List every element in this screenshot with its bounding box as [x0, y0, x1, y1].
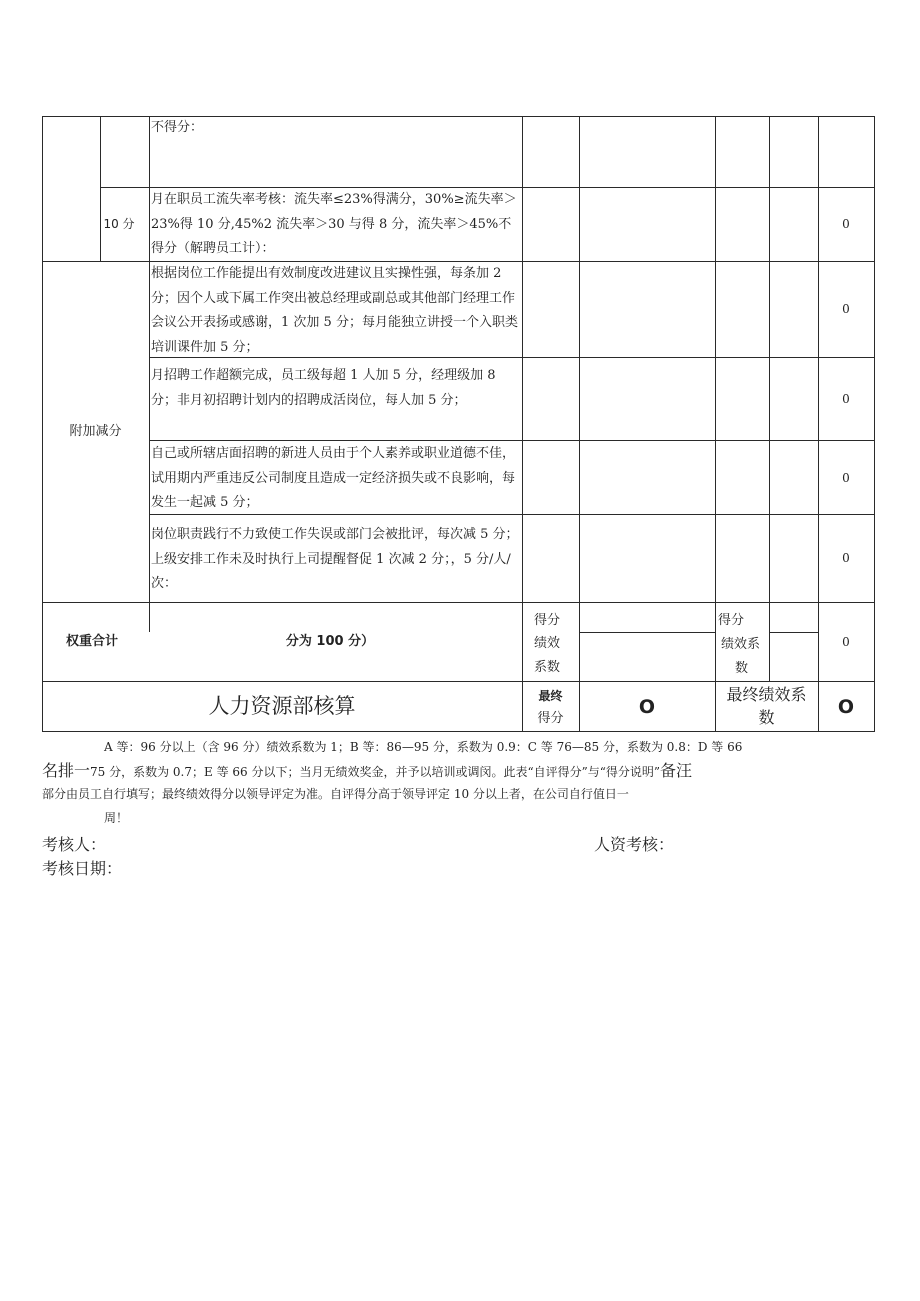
grading-note-line3: 部分由员工自行填写；最终绩效得分以领导评定为准。自评得分高于领导评定 10 分以上者，在公司自行值日一: [42, 787, 629, 801]
assessment-date-label: 考核日期：: [42, 859, 123, 878]
extra-criteria-text: 根据岗位工作能提出有效制度改进建议且实操性强，每条加 2 分；因个人或下属工作突出被总经理或副总或其他部门经理工作会议公开表扬或感谢，1 次加 5 分；每月能独立讲授一个入职类培训课件加 5 分；: [151, 266, 518, 355]
grading-note-suffix: 备汪: [660, 761, 693, 780]
score-value: 0: [842, 217, 850, 231]
criteria-text-row1: 不得分：: [151, 120, 204, 135]
final-coef-label: 最终绩效系: [726, 685, 807, 704]
weight-cell: 10 分: [103, 217, 135, 231]
score-value: 0: [842, 471, 850, 485]
final-score-label: 最终: [538, 689, 563, 703]
final-coef-value: O: [837, 696, 855, 718]
grading-note-line2: [42, 758, 882, 781]
leader-coef-label-2: 数: [735, 661, 749, 676]
hr-accounting-title: 人力资源部核算: [208, 694, 356, 718]
score-value: 0: [842, 635, 850, 649]
criteria-text-row2: 月在职员工流失率考核：流失率≤23%得满分，30%≥流失率＞23%得 10 分,45%2 流失率＞30 与得 8 分，流失率＞45%不得分（解聘员工计）：: [151, 192, 517, 256]
final-score-label-2: 得分: [537, 711, 564, 726]
score-value: 0: [842, 551, 850, 565]
self-coef-label: 绩效: [534, 636, 561, 651]
final-score-value: O: [638, 696, 656, 718]
final-coef-label-2: 数: [758, 708, 775, 727]
hr-review-label: 人资考核：: [594, 835, 675, 854]
extra-criteria-text: 岗位职责践行不力致使工作失误或部门会被批评，每次减 5 分；上级安排工作未及时执行上司提醒督促 1 次减 2 分；，5 分/人/次：: [151, 527, 519, 591]
grading-note-line4: 周！: [104, 811, 129, 825]
section-label-extra: 附加减分: [69, 424, 122, 439]
score-value: 0: [842, 302, 850, 316]
extra-criteria-text: 月招聘工作超额完成，员工级每超 1 人加 5 分，经理级加 8 分；非月初招聘计划内的招聘成活岗位，每人加 5 分；: [151, 368, 496, 408]
self-coef-label-2: 系数: [534, 660, 561, 675]
leader-score-label: 得分: [718, 613, 745, 628]
grading-note-line1: A 等：96 分以上（含 96 分）绩效系数为 1；B 等：86—95 分，系数为 0.9：C 等 76—85 分，系数为 0.8：D 等 66: [104, 740, 743, 754]
total-weight-label: 权重合计: [65, 634, 118, 649]
extra-criteria-text: 自己或所辖店面招聘的新进人员由于个人素养或职业道德不佳，试用期内严重违反公司制度且造成一定经济损失或不良影响，每发生一起减 5 分；: [151, 446, 516, 510]
score-value: 0: [842, 392, 850, 406]
grading-note-body: 75 分，系数为 0.7；E 等 66 分以下；当月无绩效奖金，并予以培训或调闵。此表“自评得分”与“得分说明”: [90, 765, 661, 779]
self-score-label: 得分: [534, 613, 561, 628]
total-weight-value: 分为 100 分）: [285, 634, 375, 649]
leader-coef-label: 绩效系: [721, 637, 761, 652]
grading-note-prefix: 名排一: [42, 761, 91, 780]
assessor-label: 考核人：: [42, 835, 107, 854]
